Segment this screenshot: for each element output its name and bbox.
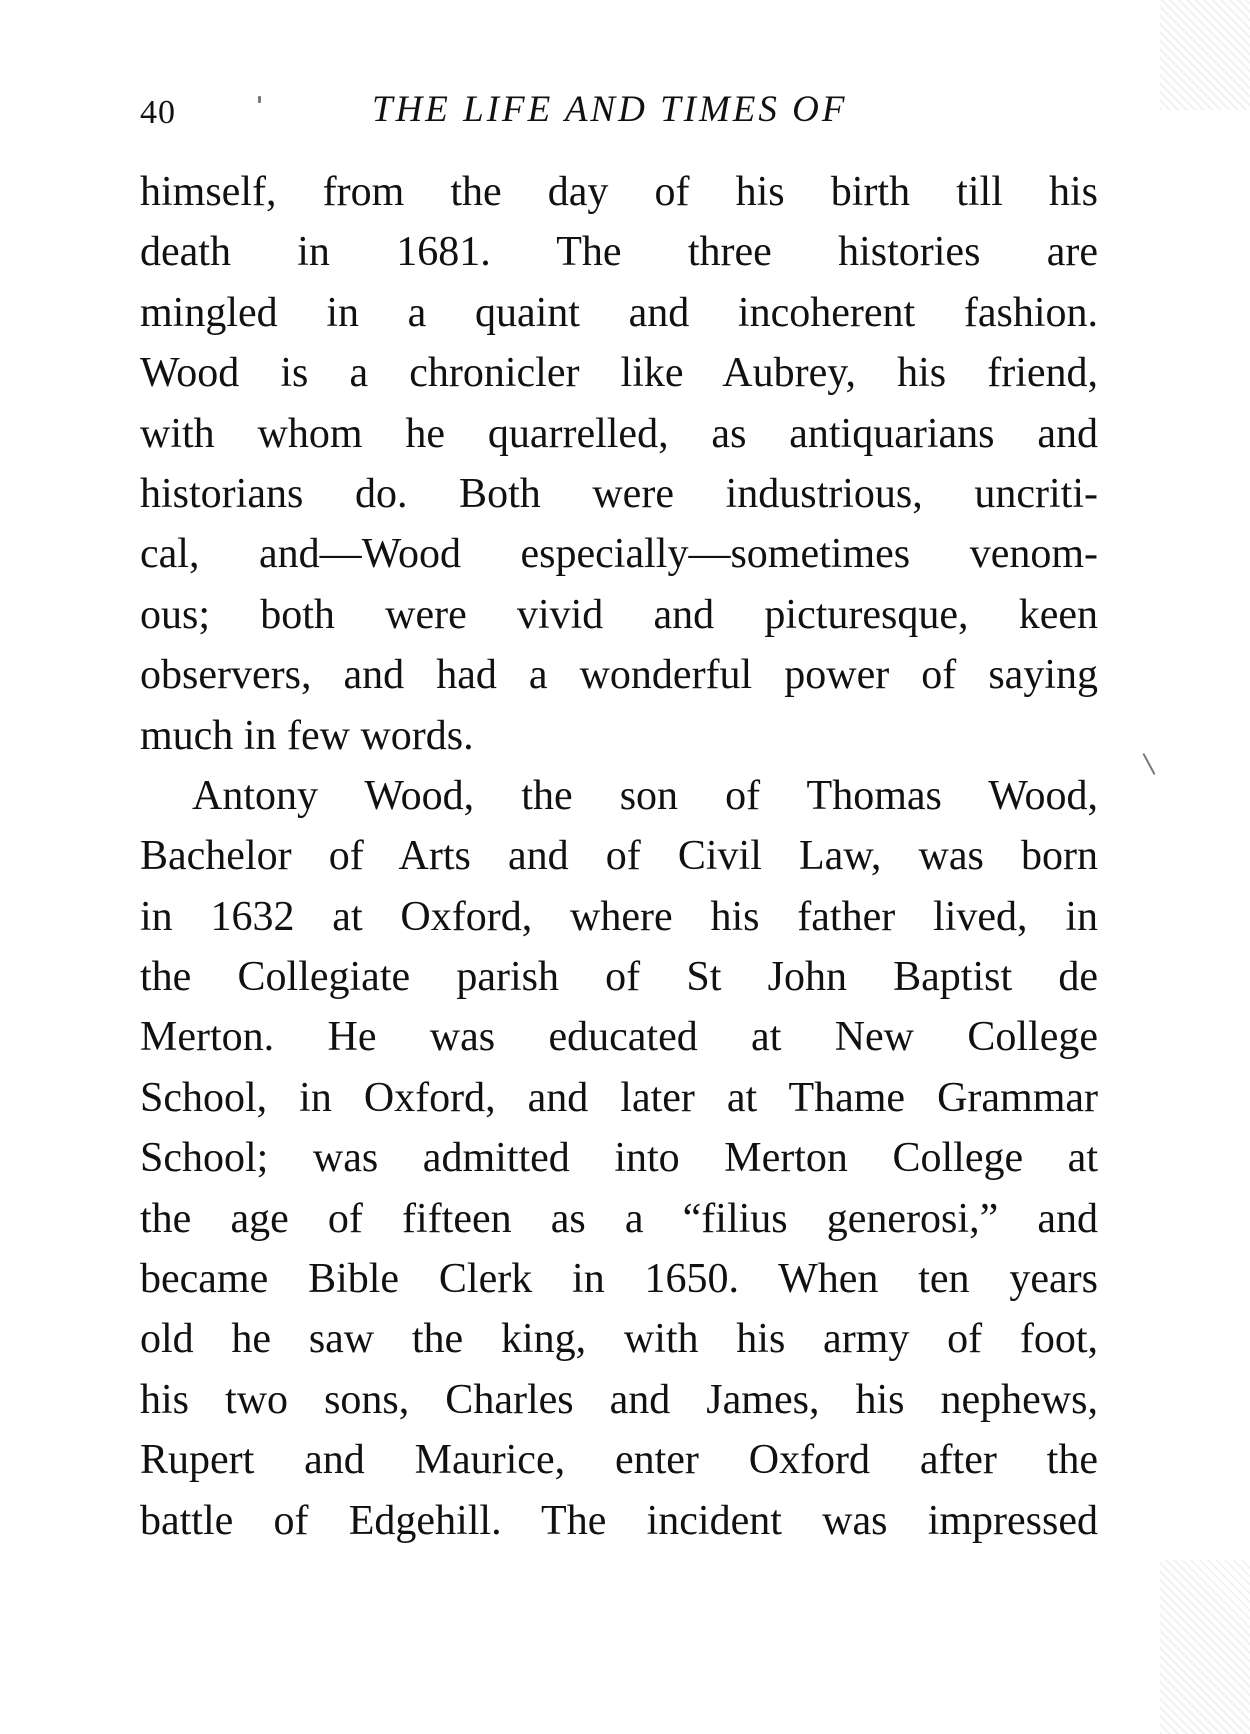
text-line: battle of Edgehill. The incident was impressed [140, 1497, 1098, 1544]
text-line: with whom he quarrelled, as antiquarians and [140, 410, 1098, 457]
text-line: cal, and—Wood especially—sometimes venom- [140, 531, 1098, 578]
text-line: himself, from the day of his birth till his [140, 169, 1098, 215]
scan-speck [1142, 753, 1155, 775]
text-line: mingled in a quaint and incoherent fashion. [140, 289, 1098, 336]
text-line: historians do. Both were industrious, uncriti- [140, 470, 1098, 517]
text-line: Merton. He was educated at New College [140, 1014, 1098, 1061]
text-line: death in 1681. The three histories are [140, 229, 1098, 276]
text-line: his two sons, Charles and James, his nephews, [140, 1376, 1098, 1423]
text-line: Rupert and Maurice, enter Oxford after the [140, 1437, 1098, 1484]
top-right-scan-noise [1160, 0, 1250, 110]
text-line: School, in Oxford, and later at Thame Grammar [140, 1074, 1098, 1121]
text-line: the age of fifteen as a “filius generosi,” and [140, 1195, 1098, 1242]
text-line: ous; both were vivid and picturesque, keen [140, 591, 1098, 638]
text-line: observers, and had a wonderful power of saying [140, 652, 1098, 699]
text-line: old he saw the king, with his army of foot, [140, 1316, 1098, 1363]
running-head [140, 88, 1100, 140]
text-line: School; was admitted into Merton College at [140, 1135, 1098, 1182]
text-line: became Bible Clerk in 1650. When ten years [140, 1256, 1098, 1303]
bottom-right-scan-noise [1160, 1560, 1250, 1734]
text-line: in 1632 at Oxford, where his father lived, in [140, 893, 1098, 940]
text-line: the Collegiate parish of St John Baptist de [140, 954, 1098, 1001]
text-line: Wood is a chronicler like Aubrey, his friend, [140, 350, 1098, 397]
paragraph-start-line: Antony Wood, the son of Thomas Wood, [192, 772, 1098, 819]
page-number: 40 [140, 94, 176, 131]
text-line: Bachelor of Arts and of Civil Law, was born [140, 833, 1098, 880]
paragraph-end-line: much in few words. [140, 712, 474, 759]
body-text [140, 162, 1098, 1551]
running-title: THE LIFE AND TIMES OF [372, 89, 848, 130]
